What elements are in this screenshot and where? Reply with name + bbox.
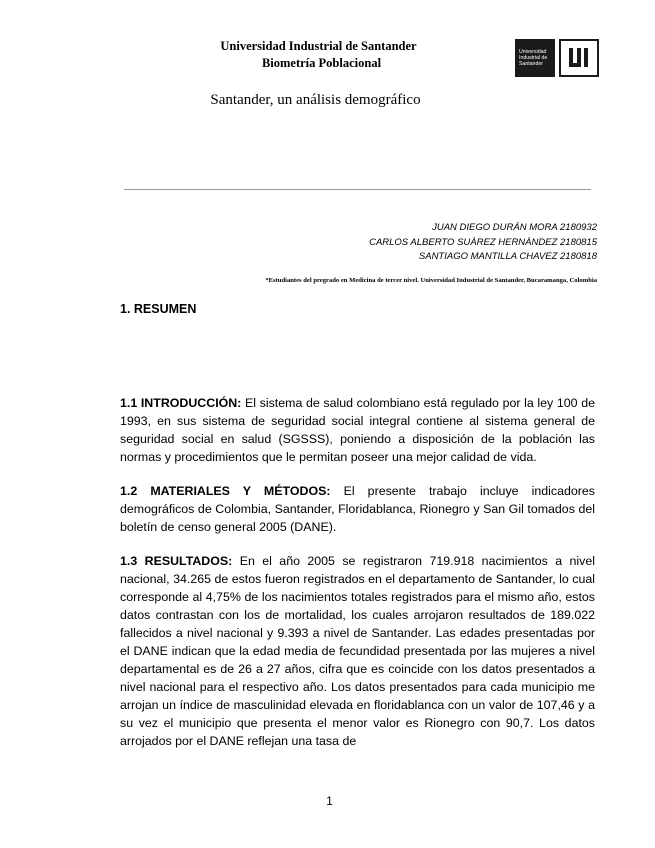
page-number: 1: [326, 794, 333, 808]
paragraph-lead: 1.1 INTRODUCCIÓN:: [120, 396, 242, 410]
paragraph-introduccion: [120, 394, 595, 466]
paragraph-lead: 1.3 RESULTADOS:: [120, 554, 233, 568]
document-title: Santander, un análisis demográfico: [210, 92, 421, 108]
course-name: Biometría Poblacional: [261, 56, 382, 70]
author-affiliation: *Estudiantes del pregrado en Medicina de tercer nivel. Universidad Industrial de Santander, Bucaramanga, Colombia: [265, 277, 597, 284]
paragraph-body: El presente trabajo incluye indicadores demográficos de Colombia, Santander, Floridablanca, Rionegro y San Gil tomados del boletín de censo general 2005 (DANE).: [120, 484, 595, 534]
paragraph-materiales: [120, 482, 595, 536]
logo-line-1: Universidad: [519, 49, 547, 55]
paragraph-lead: 1.2 MATERIALES Y MÉTODOS:: [120, 484, 331, 498]
paragraph-resultados: [120, 552, 595, 750]
paragraph-body: En el año 2005 se registraron 719.918 nacimientos a nivel nacional, 34.265 de estos fueron registrados en el departamento de Santander, lo cual corresponde al 4,75% de los nacimientos totales registrados para el mismo año, estos datos contrastan con los de mortalidad, los cuales arrojaron resultados de 189.022 fallecidos a nivel nacional y 9.393 a nivel de Santander. Las edades presentadas por el DANE indican que la edad media de fecundidad presentada por las mujeres a nivel departamental es de 26 a 27 años, cifra que es coincide con los datos presentados a nivel nacional para el respectivo año. Los datos presentados para cada municipio me arrojan un índice de masculinidad elevada en floridablanca con un valor de 107,46 y a su vez el municipio que presenta el menor valor es Rionegro con 90,7. Los datos arrojados por el DANE reflejan una tasa de: [120, 554, 595, 748]
logo-line-2: Industrial de: [519, 55, 548, 61]
header-divider: [124, 189, 591, 190]
logo-wordmark: [515, 39, 555, 77]
university-logo: [515, 39, 599, 77]
author-list: [369, 221, 597, 265]
paragraph-body: El sistema de salud colombiano está regulado por la ley 100 de 1993, en sus sistema de seguridad social integral contiene al sistema general de seguridad social en salud (SGSSS), poniendo a disposición de la población las normas y procedimientos que le permitan poseer una mejor calidad de vida.: [120, 396, 595, 464]
uis-emblem-icon: [559, 39, 599, 77]
section-heading: 1. RESUMEN: [120, 302, 197, 316]
logo-line-3: Santander: [519, 61, 543, 67]
author-line: SANTIAGO MANTILLA CHAVEZ 2180818: [418, 251, 597, 262]
author-line: JUAN DIEGO DURÁN MORA 2180932: [432, 222, 597, 233]
author-line: CARLOS ALBERTO SUÀREZ HERNÀNDEZ 2180815: [369, 236, 597, 248]
university-name: Universidad Industrial de Santander: [220, 39, 417, 53]
